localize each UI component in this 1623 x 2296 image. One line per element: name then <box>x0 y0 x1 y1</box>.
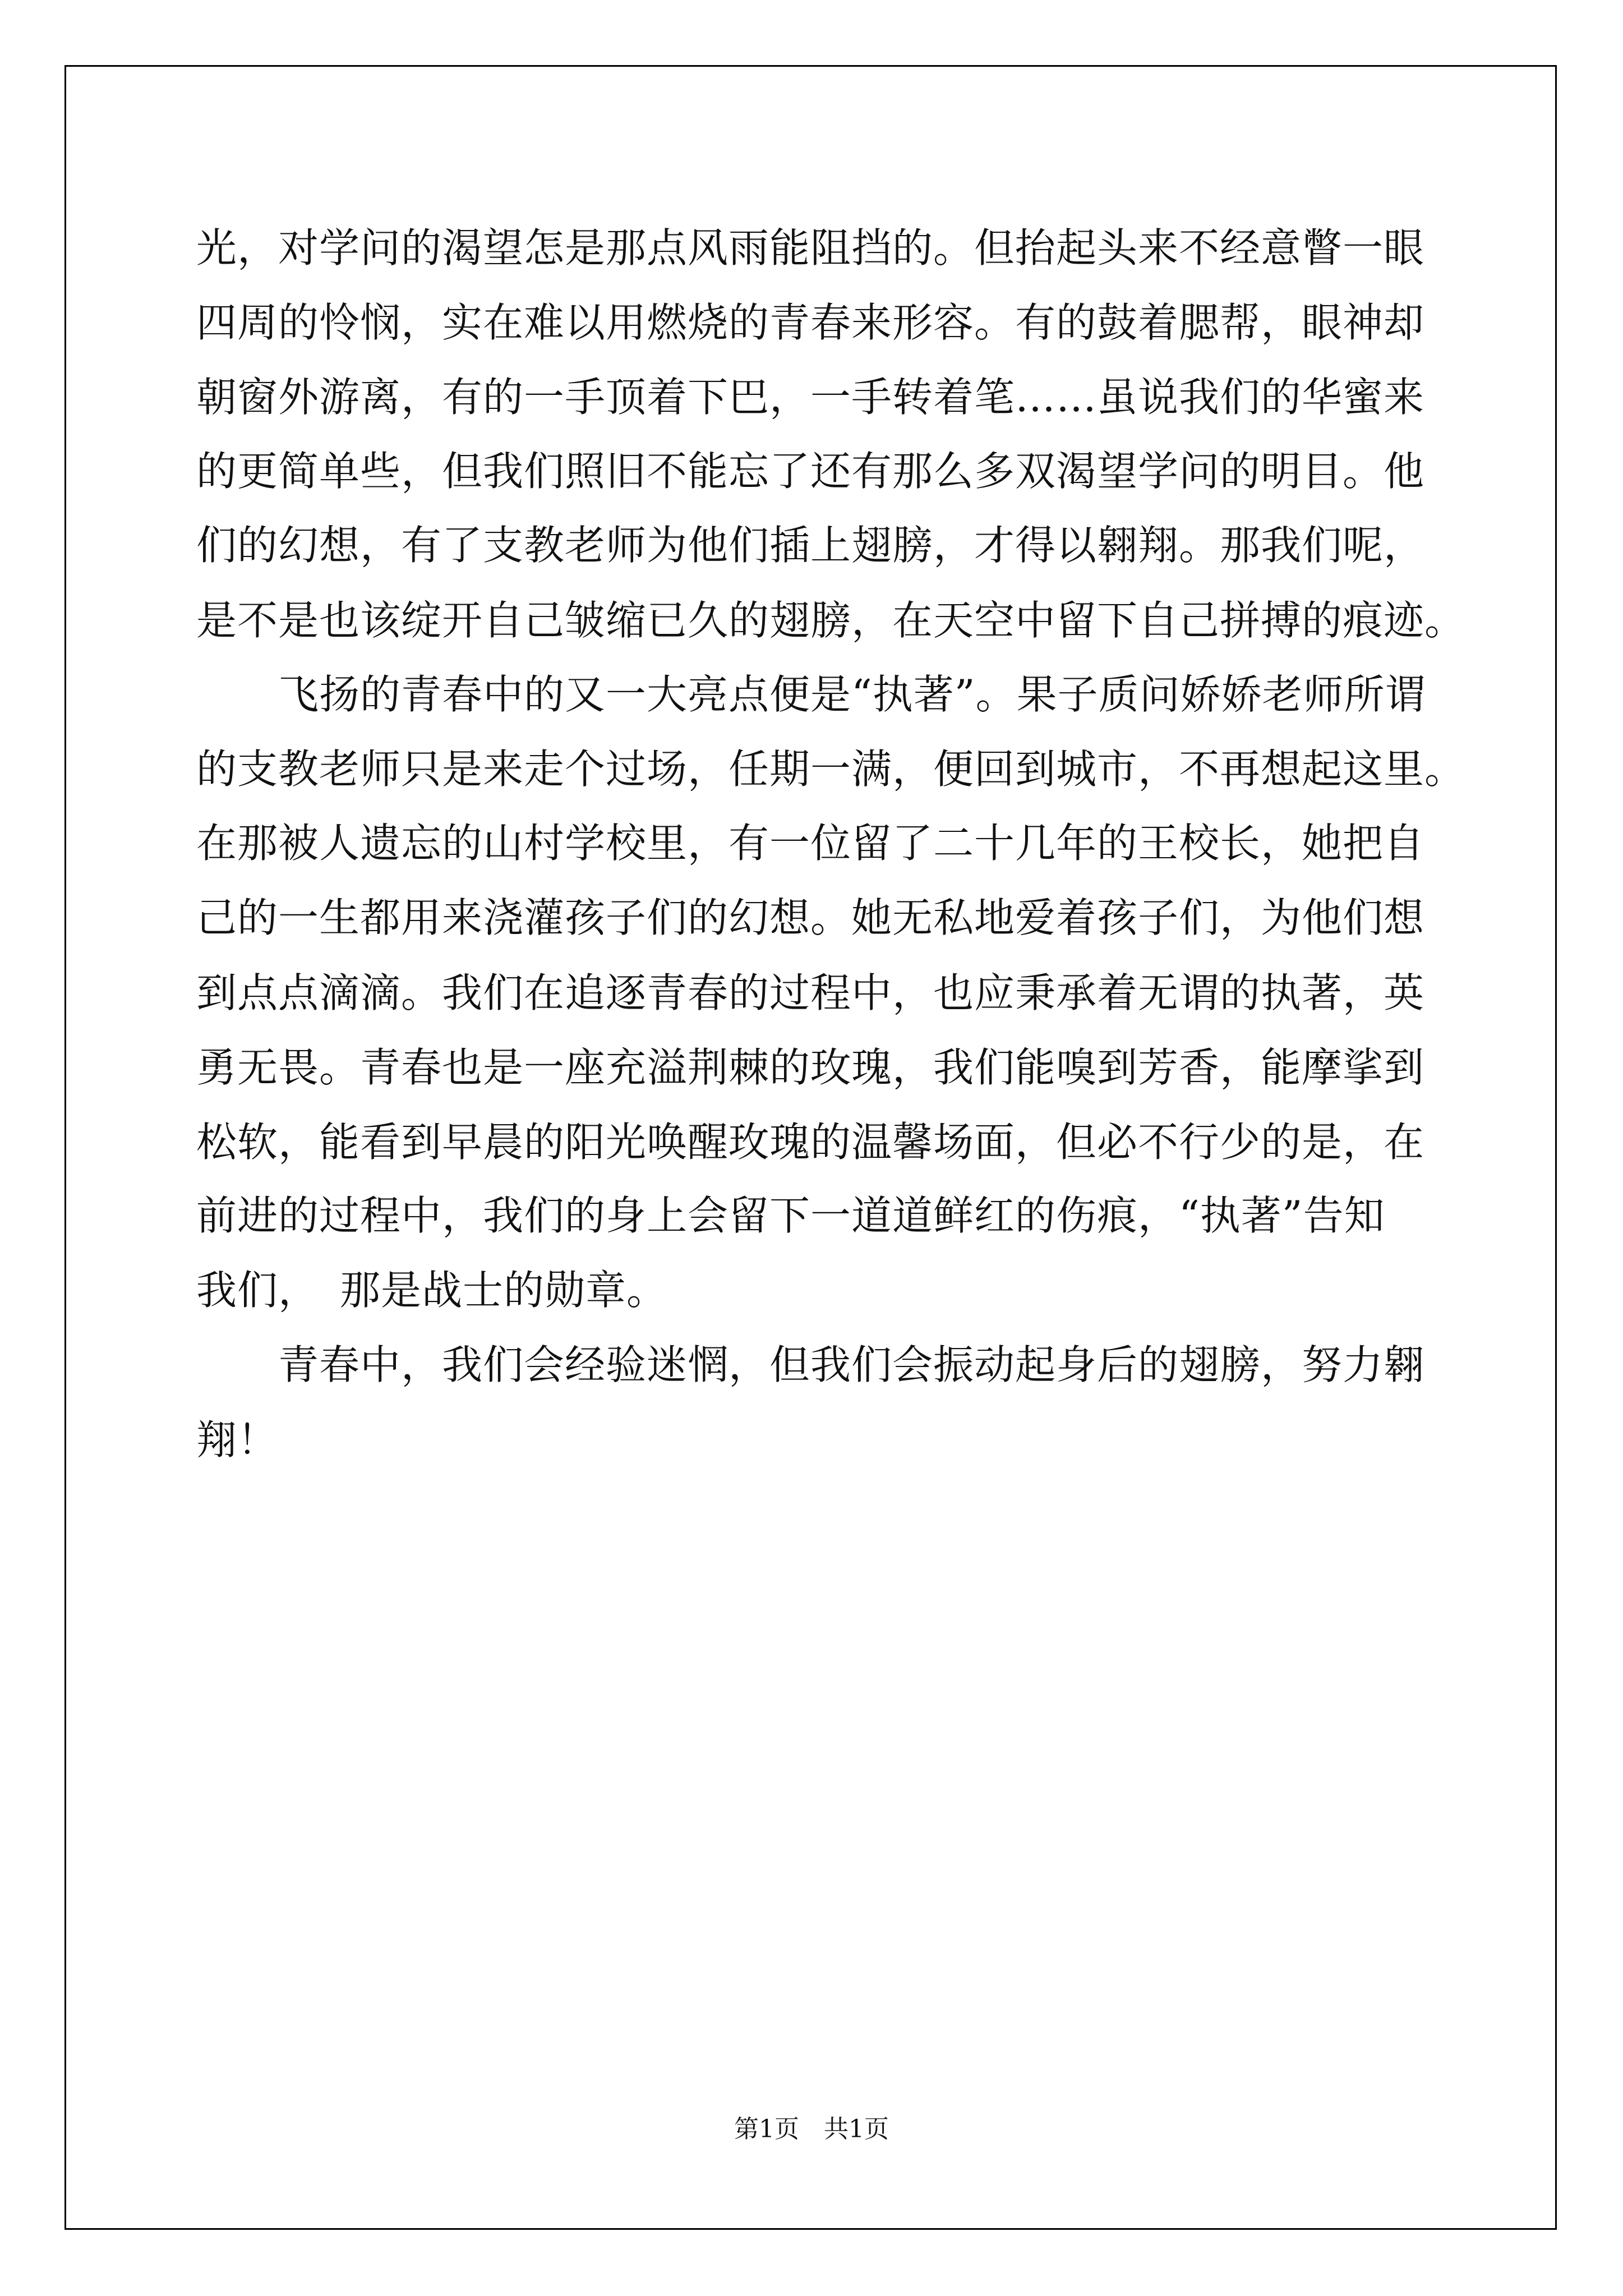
page-number-label: 第1页 共1页 <box>734 2115 889 2143</box>
text-line: 翔！ <box>196 1416 279 1464</box>
text-line: 飞扬的青春中的又一大亮点便是“执著”。果子质问娇娇老师所谓 <box>196 671 1426 718</box>
text-line: 是不是也该绽开自己皱缩已久的翅膀，在天空中留下自己拼搏的痕迹。 <box>196 597 1466 644</box>
text-line: 朝窗外游离，有的一手顶着下巴，一手转着笔……虽说我们的华蜜来 <box>196 374 1425 421</box>
text-line: 光，对学问的渴望怎是那点风雨能阻挡的。但抬起头来不经意瞥一眼 <box>196 224 1425 272</box>
page-footer <box>0 2114 1623 2145</box>
text-line: 前进的过程中，我们的身上会留下一道道鲜红的伤痕，“执著”告知 <box>196 1192 1385 1239</box>
text-line: 到点点滴滴。我们在追逐青春的过程中，也应秉承着无谓的执著，英 <box>196 969 1425 1016</box>
text-line: 们的幻想，有了支教老师为他们插上翅膀，才得以翱翔。那我们呢， <box>196 522 1425 569</box>
text-line: 青春中，我们会经验迷惘，但我们会振动起身后的翅膀，努力翱 <box>196 1341 1425 1388</box>
text-line: 我们， 那是战士的勋章。 <box>196 1267 668 1314</box>
text-line: 勇无畏。青春也是一座充溢荆棘的玫瑰，我们能嗅到芳香，能摩挲到 <box>196 1044 1425 1091</box>
text-line: 己的一生都用来浇灌孩子们的幻想。她无私地爱着孩子们，为他们想 <box>196 894 1425 941</box>
text-line: 的更简单些，但我们照旧不能忘了还有那么多双渴望学问的明目。他 <box>196 448 1425 495</box>
text-line: 的支教老师只是来走个过场，任期一满，便回到城市，不再想起这里。 <box>196 746 1466 793</box>
text-line: 松软，能看到早晨的阳光唤醒玫瑰的温馨场面，但必不行少的是，在 <box>196 1119 1425 1166</box>
text-line: 四周的怜悯，实在难以用燃烧的青春来形容。有的鼓着腮帮，眼神却 <box>196 299 1425 346</box>
text-line: 在那被人遗忘的山村学校里，有一位留了二十几年的王校长，她把自 <box>196 820 1425 867</box>
